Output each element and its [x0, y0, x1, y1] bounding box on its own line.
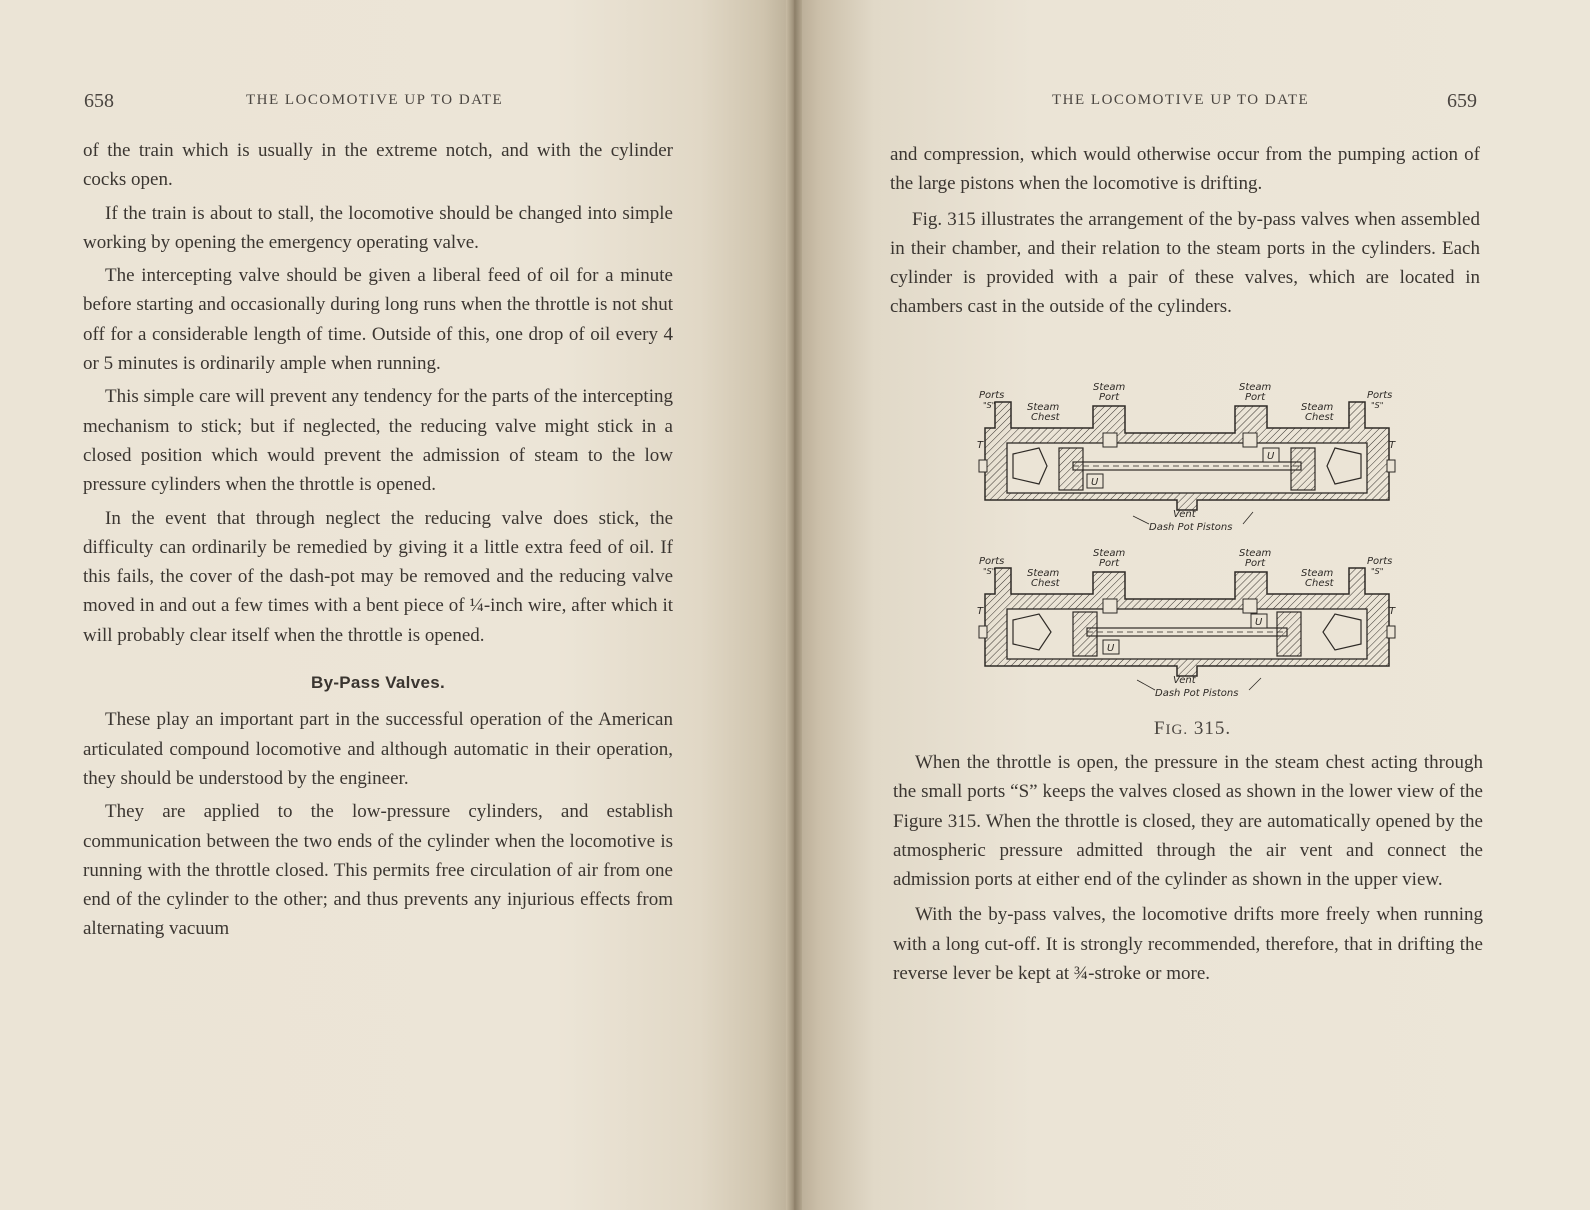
- label-u: U: [1267, 451, 1275, 462]
- label-steam: Steam: [1093, 548, 1126, 559]
- label-s: "S": [983, 401, 996, 410]
- caption-number: 315.: [1188, 718, 1232, 739]
- label-port: Port: [1099, 558, 1120, 569]
- label-steam: Steam: [1093, 382, 1126, 393]
- paragraph: When the throttle is open, the pressure in the steam chest acting through the small ports “S” keeps the valves closed as shown in the lower view of the Figure 315. When the throttle is closed, they are automatically opened by the atmospheric pressure admitted through the air vent and connect the admission ports at either end of the cylinder as shown in the upper view.: [893, 752, 1483, 891]
- label-dash-pot-pistons: Dash Pot Pistons: [1149, 522, 1233, 533]
- label-steam-chest: Steam: [1301, 402, 1334, 413]
- label-chest: Chest: [1305, 412, 1334, 423]
- label-vent: Vent: [1173, 509, 1196, 520]
- label-s: "S": [983, 567, 996, 576]
- label-steam-chest: Steam: [1027, 402, 1060, 413]
- label-steam: Steam: [1239, 382, 1272, 393]
- paragraph: and compression, which would otherwise occur from the pumping action of the large pistons when the locomotive is drifting.: [890, 144, 1480, 195]
- right-page-number: 659: [1447, 90, 1477, 112]
- label-ports: Ports: [1367, 390, 1393, 401]
- label-s: "S": [1371, 401, 1384, 410]
- paragraph: Fig. 315 illustrates the arrangement of the by-pass valves when assembled in their chamber, and their relation to the steam ports in the cylinders. Each cylinder is provided with a pair of these valves, which are located in chambers cast in the outside of the cylinders.: [890, 208, 1480, 318]
- section-heading: By-Pass Valves.: [311, 673, 445, 693]
- label-port: Port: [1099, 392, 1120, 403]
- label-u: U: [1107, 643, 1115, 654]
- paragraph: They are applied to the low-pressure cylinders, and establish communication between the two ends of the cylinder when the locomotive is running with the throttle closed. This permits free circulation of air from one end of the cylinder to the other; and thus prevents any injurious effects from alternating vacuum: [83, 801, 673, 940]
- paragraph: The intercepting valve should be given a liberal feed of oil for a minute before starting and occasionally during long runs when the throttle is not shut off for a considerable length of time. Outside of this, one drop of oil every 4 or 5 minutes is ordinarily ample when running.: [83, 265, 673, 375]
- label-u: U: [1091, 477, 1099, 488]
- label-chest: Chest: [1305, 578, 1334, 589]
- left-running-header: THE LOCOMOTIVE UP TO DATE: [246, 92, 504, 108]
- label-vent: Vent: [1173, 675, 1196, 686]
- bypass-valve-diagram-upper: [977, 378, 1397, 538]
- left-page-number: 658: [84, 90, 114, 112]
- label-u: U: [1255, 617, 1263, 628]
- right-body-text-top: [890, 140, 1480, 326]
- label-ports: Ports: [979, 556, 1005, 567]
- book-gutter: [786, 0, 802, 1210]
- label-ports: Ports: [1367, 556, 1393, 567]
- label-steam: Steam: [1239, 548, 1272, 559]
- figure-caption: [795, 718, 1590, 740]
- label-chest: Chest: [1031, 412, 1060, 423]
- paragraph: In the event that through neglect the reducing valve does stick, the difficulty can ordinarily be remedied by giving it a little extra feed of oil. If this fails, the cover of the dash-pot may be removed and the reducing valve moved in and out a few times with a bent piece of ¼-inch wire, after which it will probably clear itself when the throttle is opened.: [83, 507, 673, 646]
- label-ports: Ports: [979, 390, 1005, 401]
- label-s: "S": [1371, 567, 1384, 576]
- label-t: T: [977, 606, 984, 617]
- label-steam-chest: Steam: [1027, 568, 1060, 579]
- label-steam-chest: Steam: [1301, 568, 1334, 579]
- paragraph: This simple care will prevent any tendency for the parts of the intercepting mechanism to stick; but if neglected, the reducing valve might stick in a closed position which would prevent the admission of steam to the low pressure cylinders when the throttle is opened.: [83, 386, 673, 496]
- label-chest: Chest: [1031, 578, 1060, 589]
- right-running-header: THE LOCOMOTIVE UP TO DATE: [1052, 92, 1310, 108]
- label-dash-pot-pistons: Dash Pot Pistons: [1155, 688, 1239, 699]
- paragraph: With the by-pass valves, the locomotive drifts more freely when running with a long cut-off. It is strongly recommended, therefore, that in drifting the reverse lever be kept at ¾-stroke or more.: [893, 904, 1483, 985]
- right-page: [795, 0, 1590, 1210]
- caption-smallcaps: IG.: [1165, 722, 1189, 738]
- label-t: T: [1389, 440, 1396, 451]
- right-body-text-bottom: [893, 748, 1483, 992]
- caption-prefix: F: [1153, 718, 1166, 739]
- label-port: Port: [1245, 392, 1266, 403]
- label-t: T: [1389, 606, 1396, 617]
- left-body-text: [83, 136, 673, 948]
- paragraph: If the train is about to stall, the locomotive should be changed into simple working by opening the emergency operating valve.: [83, 202, 673, 253]
- label-port: Port: [1245, 558, 1266, 569]
- label-t: T: [977, 440, 984, 451]
- paragraph: of the train which is usually in the extreme notch, and with the cylinder cocks open.: [83, 140, 673, 191]
- paragraph: These play an important part in the successful operation of the American articulated compound locomotive and although automatic in their operation, they should be understood by the engineer.: [83, 709, 673, 789]
- bypass-valve-diagram-lower: [977, 544, 1397, 704]
